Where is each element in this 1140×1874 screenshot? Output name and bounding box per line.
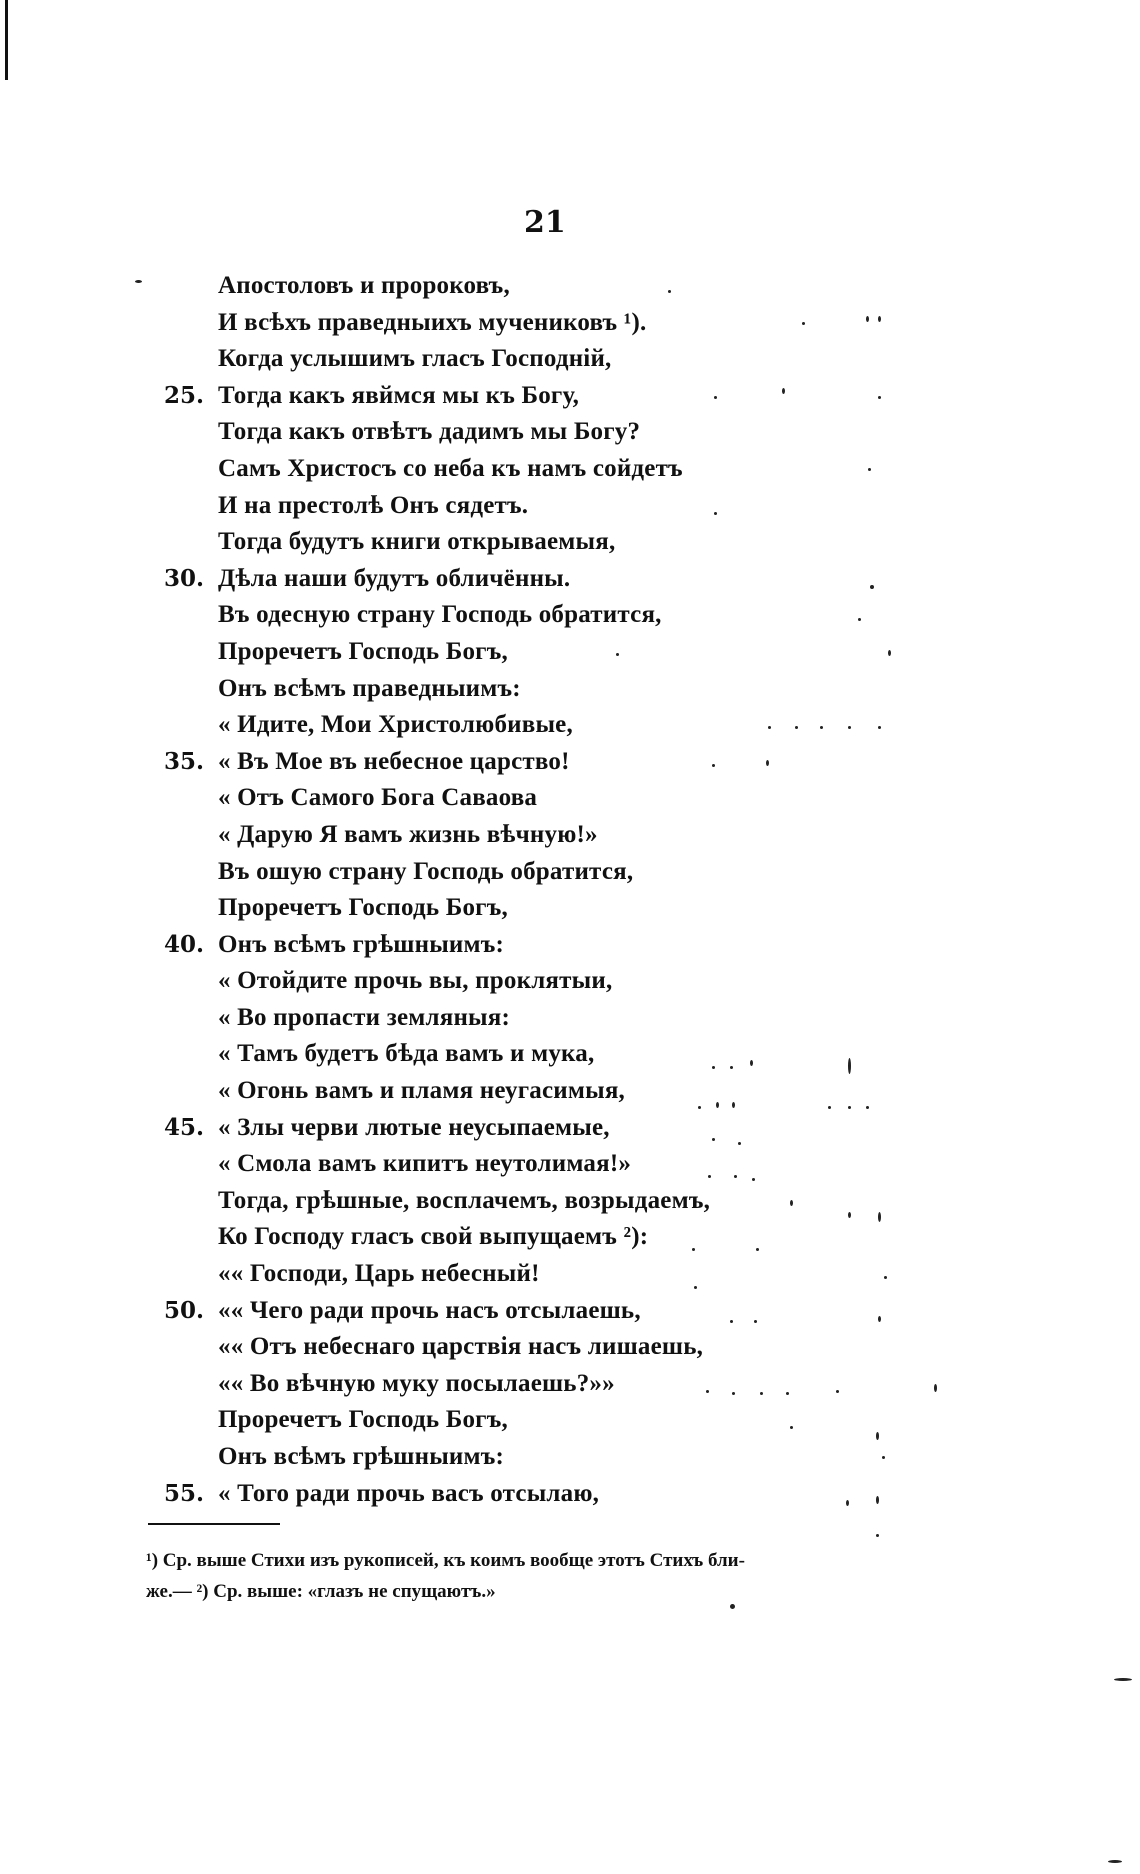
verse-line [0,634,1140,671]
scan-speck [668,290,671,293]
verse-line [0,963,1140,1000]
verse-line [0,561,1140,598]
scan-speck [802,322,805,325]
verse-text: « Огонь вамъ и пламя неугасимыя, [218,1077,625,1105]
verse-line [0,1073,1140,1110]
verse-line [0,268,1140,305]
verse-line [0,890,1140,927]
verse-line [0,744,1140,781]
verse-block [0,268,1140,1512]
scan-speck [1114,1678,1132,1681]
scan-speck [878,726,881,729]
scan-speck [692,1248,695,1251]
scan-speck [730,1604,735,1609]
scan-speck [848,1106,851,1109]
verse-text: «« Отъ небеснаго царствія насъ лишаешь, [218,1333,704,1361]
verse-text: И всѣхъ праведныихъ мучениковъ ¹). [218,308,647,336]
verse-text: Въ одесную страну Господь обратится, [218,601,662,629]
scan-speck [888,650,891,656]
verse-line [0,1256,1140,1293]
scan-speck [714,396,717,399]
verse-text: « Идите, Мои Христолюбивые, [218,711,573,739]
footnote-separator [148,1523,280,1525]
verse-text: « Злы черви лютые неусыпаемые, [218,1113,610,1141]
scan-speck [768,726,771,729]
verse-text: « Тамъ будетъ бѣда вамъ и мука, [218,1040,595,1068]
verse-line [0,597,1140,634]
footnotes [146,1545,966,1607]
scan-speck [1108,1860,1122,1863]
verse-text: Проречетъ Господь Богъ, [218,1406,508,1434]
scan-speck [712,1138,715,1141]
scan-speck [878,316,881,322]
scan-speck [708,1175,711,1178]
scan-speck [866,316,869,322]
scan-speck [848,726,851,729]
verse-line [0,378,1140,415]
scan-speck [866,1106,869,1109]
scan-speck [754,1320,757,1323]
verse-line [0,305,1140,342]
verse-text: Въ ошую страну Господь обратится, [218,857,634,885]
scan-speck [694,1286,697,1289]
scan-speck [884,1276,887,1279]
scan-speck [878,1212,881,1222]
scan-speck [790,1426,793,1429]
verse-line [0,854,1140,891]
scan-speck [876,1496,879,1504]
scan-speck [878,1316,881,1322]
scan-speck [934,1384,937,1392]
verse-text: « Смола вамъ кипитъ неутолимая!» [218,1150,632,1178]
verse-line [0,524,1140,561]
verse-text: Самъ Христосъ со неба къ намъ сойдетъ [218,454,683,482]
line-number: 40. [164,930,205,958]
verse-line [0,341,1140,378]
verse-line [0,1000,1140,1037]
scan-speck [730,1066,733,1069]
verse-line [0,707,1140,744]
verse-line [0,1329,1140,1366]
scan-speck [820,726,823,729]
scan-speck [698,1106,701,1109]
line-number: 55. [164,1479,205,1507]
verse-line [0,1476,1140,1513]
scan-speck [756,1248,759,1251]
line-number: 30. [164,564,205,592]
verse-line [0,1036,1140,1073]
verse-line [0,671,1140,708]
scan-speck [846,1500,849,1506]
scan-speck [716,1102,719,1108]
verse-line [0,927,1140,964]
verse-text: « Во пропасти земляныя: [218,1003,511,1031]
line-number: 25. [164,381,205,409]
scan-speck [714,512,717,515]
scan-edge-mark [5,0,8,80]
verse-text: Онъ всѣмъ грѣшныимъ: [218,930,505,958]
footnote-line: ¹) Ср. выше Стихи изъ рукописей, къ коимъ вообще этотъ Стихъ бли- [146,1550,745,1571]
scan-speck [836,1390,839,1393]
verse-line [0,1219,1140,1256]
scan-speck [786,1392,789,1395]
scan-speck [752,1178,755,1181]
scan-speck [135,280,142,283]
verse-line [0,1110,1140,1147]
verse-text: Тогда какъ явймся мы къ Богу, [218,381,580,409]
scan-speck [870,585,874,589]
scan-speck [876,1432,879,1440]
verse-text: « Дарую Я вамъ жизнь вѣчную!» [218,820,598,848]
scan-speck [876,1534,879,1537]
verse-text: И на престолѣ Онъ сядетъ. [218,491,529,519]
line-number: 45. [164,1113,205,1141]
page-number: 21 [524,205,566,240]
scan-speck [712,1066,715,1069]
verse-line [0,1402,1140,1439]
verse-line [0,488,1140,525]
verse-line [0,1366,1140,1403]
verse-text: «« Господи, Царь небесный! [218,1260,540,1288]
scan-speck [782,388,785,394]
verse-text: Апостоловъ и пророковъ, [218,272,510,299]
verse-text: «« Чего ради прочь насъ отсылаешь, [218,1296,641,1324]
scan-speck [848,1212,851,1218]
line-number: 50. [164,1296,205,1324]
verse-text: Онъ всѣмъ праведныимъ: [218,674,521,702]
verse-text: Проречетъ Господь Богъ, [218,894,508,922]
scan-speck [790,1200,793,1206]
verse-line [0,1439,1140,1476]
scan-speck [732,1392,735,1395]
scan-speck [760,1392,763,1395]
line-number: 35. [164,747,205,775]
verse-text: « Того ради прочь васъ отсылаю, [218,1479,600,1507]
scan-speck [738,1142,741,1145]
verse-line [0,1293,1140,1330]
verse-line [0,451,1140,488]
verse-text: Проречетъ Господь Богъ, [218,637,508,665]
scan-speck [868,468,871,471]
scan-speck [750,1060,753,1066]
verse-text: «« Во вѣчную муку посылаешь?»» [218,1369,615,1397]
scan-speck [732,1102,735,1108]
verse-line [0,817,1140,854]
scan-speck [828,1106,831,1109]
scan-speck [795,726,798,729]
scan-speck [882,1456,885,1459]
verse-text: Онъ всѣмъ грѣшныимъ: [218,1443,505,1470]
scan-speck [734,1175,737,1178]
verse-line [0,1146,1140,1183]
scan-speck [730,1320,733,1323]
scan-speck [848,1058,851,1074]
verse-text: Когда услышимъ гласъ Господній, [218,345,612,373]
verse-text: « Отъ Самого Бога Саваова [218,784,538,812]
verse-line [0,780,1140,817]
scan-speck [858,618,861,621]
scan-speck [706,1390,709,1393]
scan-speck [712,764,715,767]
verse-text: Тогда какъ отвѣтъ дадимъ мы Богу? [218,418,641,446]
verse-text: Дѣла наши будутъ обличённы. [218,564,571,592]
verse-text: Тогда, грѣшные, восплачемъ, возрыдаемъ, [218,1186,711,1214]
scan-speck [878,396,881,399]
verse-text: Тогда будутъ книги открываемыя, [218,528,616,556]
verse-line [0,1183,1140,1220]
footnote-line: же.— ²) Ср. выше: «глазъ не спущаютъ.» [146,1581,496,1602]
verse-text: « Въ Мое въ небесное царство! [218,747,570,775]
scan-speck [766,760,769,766]
verse-text: Ко Господу гласъ свой выпущаемъ ²): [218,1223,649,1251]
verse-text: « Отойдите прочь вы, проклятыи, [218,967,613,995]
verse-line [0,414,1140,451]
scan-speck [616,653,619,656]
